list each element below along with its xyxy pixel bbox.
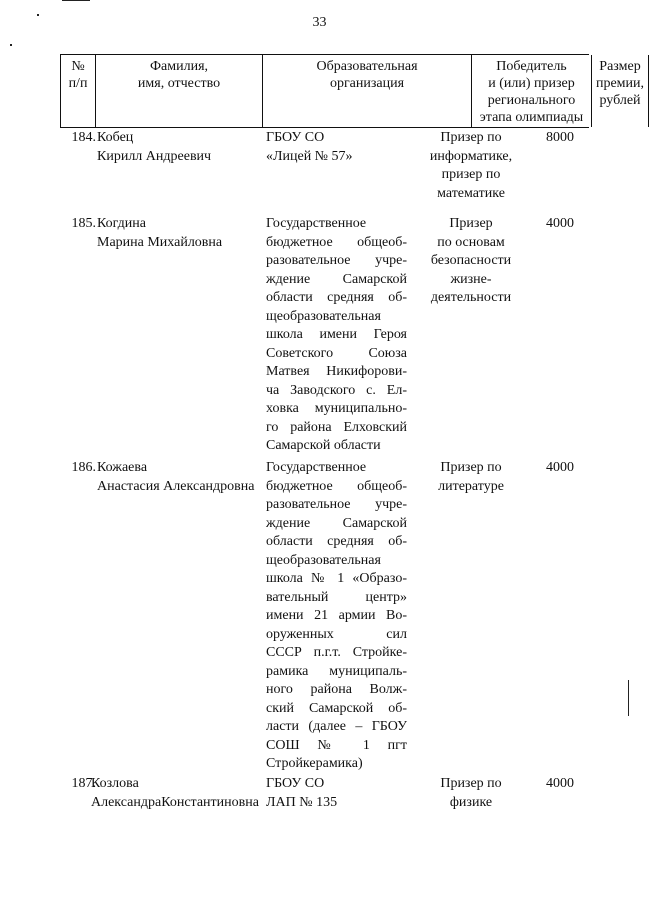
winner-status: Призер по информатике, призер по математике [429, 130, 513, 201]
row-number: 184. [71, 130, 96, 145]
organization-line: Государственное [266, 460, 367, 475]
organization-line: разовательное учре- [266, 497, 407, 512]
page-number: 33 [312, 15, 327, 30]
organization-line: ждение Самарской [266, 515, 407, 531]
row-number: 186. [71, 460, 96, 475]
header-full-name: Фамилия, имя, отчество [96, 55, 263, 127]
header-prize-amount: Размер премии, рублей [592, 55, 649, 127]
organization-line: области средняя об- [266, 290, 407, 305]
organization-line: Стройкерамика) [266, 756, 363, 771]
organization [266, 129, 407, 166]
organization-line: школа № 1 «Образо- [266, 571, 407, 586]
row-number: 185. [71, 216, 96, 231]
prize-amount: 8000 [546, 130, 574, 145]
organization-line: Самарской области [266, 438, 381, 453]
organization-line: ский Самарской об- [266, 700, 407, 716]
organization-line: ного района Волж- [266, 682, 407, 697]
student-name: Козлова АлександраКонстантиновна [91, 776, 259, 810]
header-number: № п/п [61, 55, 96, 127]
student-name: Кобец Кирилл Андреевич [97, 130, 212, 164]
organization-line: бюджетное общеоб- [266, 234, 407, 250]
organization-line: го района Елховский [266, 419, 407, 435]
scan-mark-left [10, 44, 12, 46]
organization-line: щеобразовательная [266, 552, 381, 568]
winner-status: Призер по физике [440, 776, 502, 810]
organization-line: ГБОУ СО [266, 130, 325, 145]
organization-line: «Лицей № 57» [266, 148, 353, 164]
table-header [60, 54, 645, 128]
scan-mark-top-line [62, 0, 90, 1]
organization-line: школа имени Героя [266, 327, 407, 342]
organization-line: ЛАП № 135 [266, 794, 338, 810]
header-winner-status: Победитель и (или) призер регионального этапа олимпиады [472, 55, 592, 127]
organization-line: бюджетное общеоб- [266, 478, 407, 494]
organization-line: области средняя об- [266, 534, 407, 549]
organization-line: ласти (далее – ГБОУ [266, 719, 407, 734]
organization-line: щеобразовательная [266, 308, 381, 324]
organization-line: Матвея Никифорови- [266, 364, 407, 379]
scan-mark-right-edge [628, 680, 629, 716]
organization-line: ховка муниципально- [266, 401, 407, 416]
organization-line: рамика муниципаль- [266, 663, 407, 679]
organization-line: Советского Союза [266, 345, 407, 361]
organization-line: вательный центр» [266, 589, 407, 605]
winner-status: Призер по литературе [438, 460, 504, 494]
student-name: Когдина Марина Михайловна [97, 216, 223, 250]
organization-line: Государственное [266, 216, 367, 231]
organization [266, 775, 407, 812]
organization [266, 459, 407, 774]
organization-line: имени 21 армии Во- [266, 608, 407, 623]
organization-line: СССР п.г.т. Стройке- [266, 645, 407, 660]
organization-line: оруженных сил [266, 626, 407, 642]
organization-line: ГБОУ СО [266, 776, 325, 791]
prize-amount: 4000 [546, 460, 574, 475]
prize-amount: 4000 [546, 776, 574, 791]
organization-line: СОШ № 1 пгт [266, 737, 407, 753]
organization [266, 215, 407, 456]
header-organization: Образовательная организация [263, 55, 472, 127]
organization-line: ждение Самарской [266, 271, 407, 287]
row-number: 187. [71, 776, 96, 791]
winner-status: Призер по основам безопасности жизне- деятельности [430, 216, 512, 305]
organization-line: ча Заводского с. Ел- [266, 382, 407, 398]
student-name: Кожаева Анастасия Александровна [97, 460, 255, 494]
organization-line: разовательное учре- [266, 253, 407, 268]
prize-amount: 4000 [546, 216, 574, 231]
